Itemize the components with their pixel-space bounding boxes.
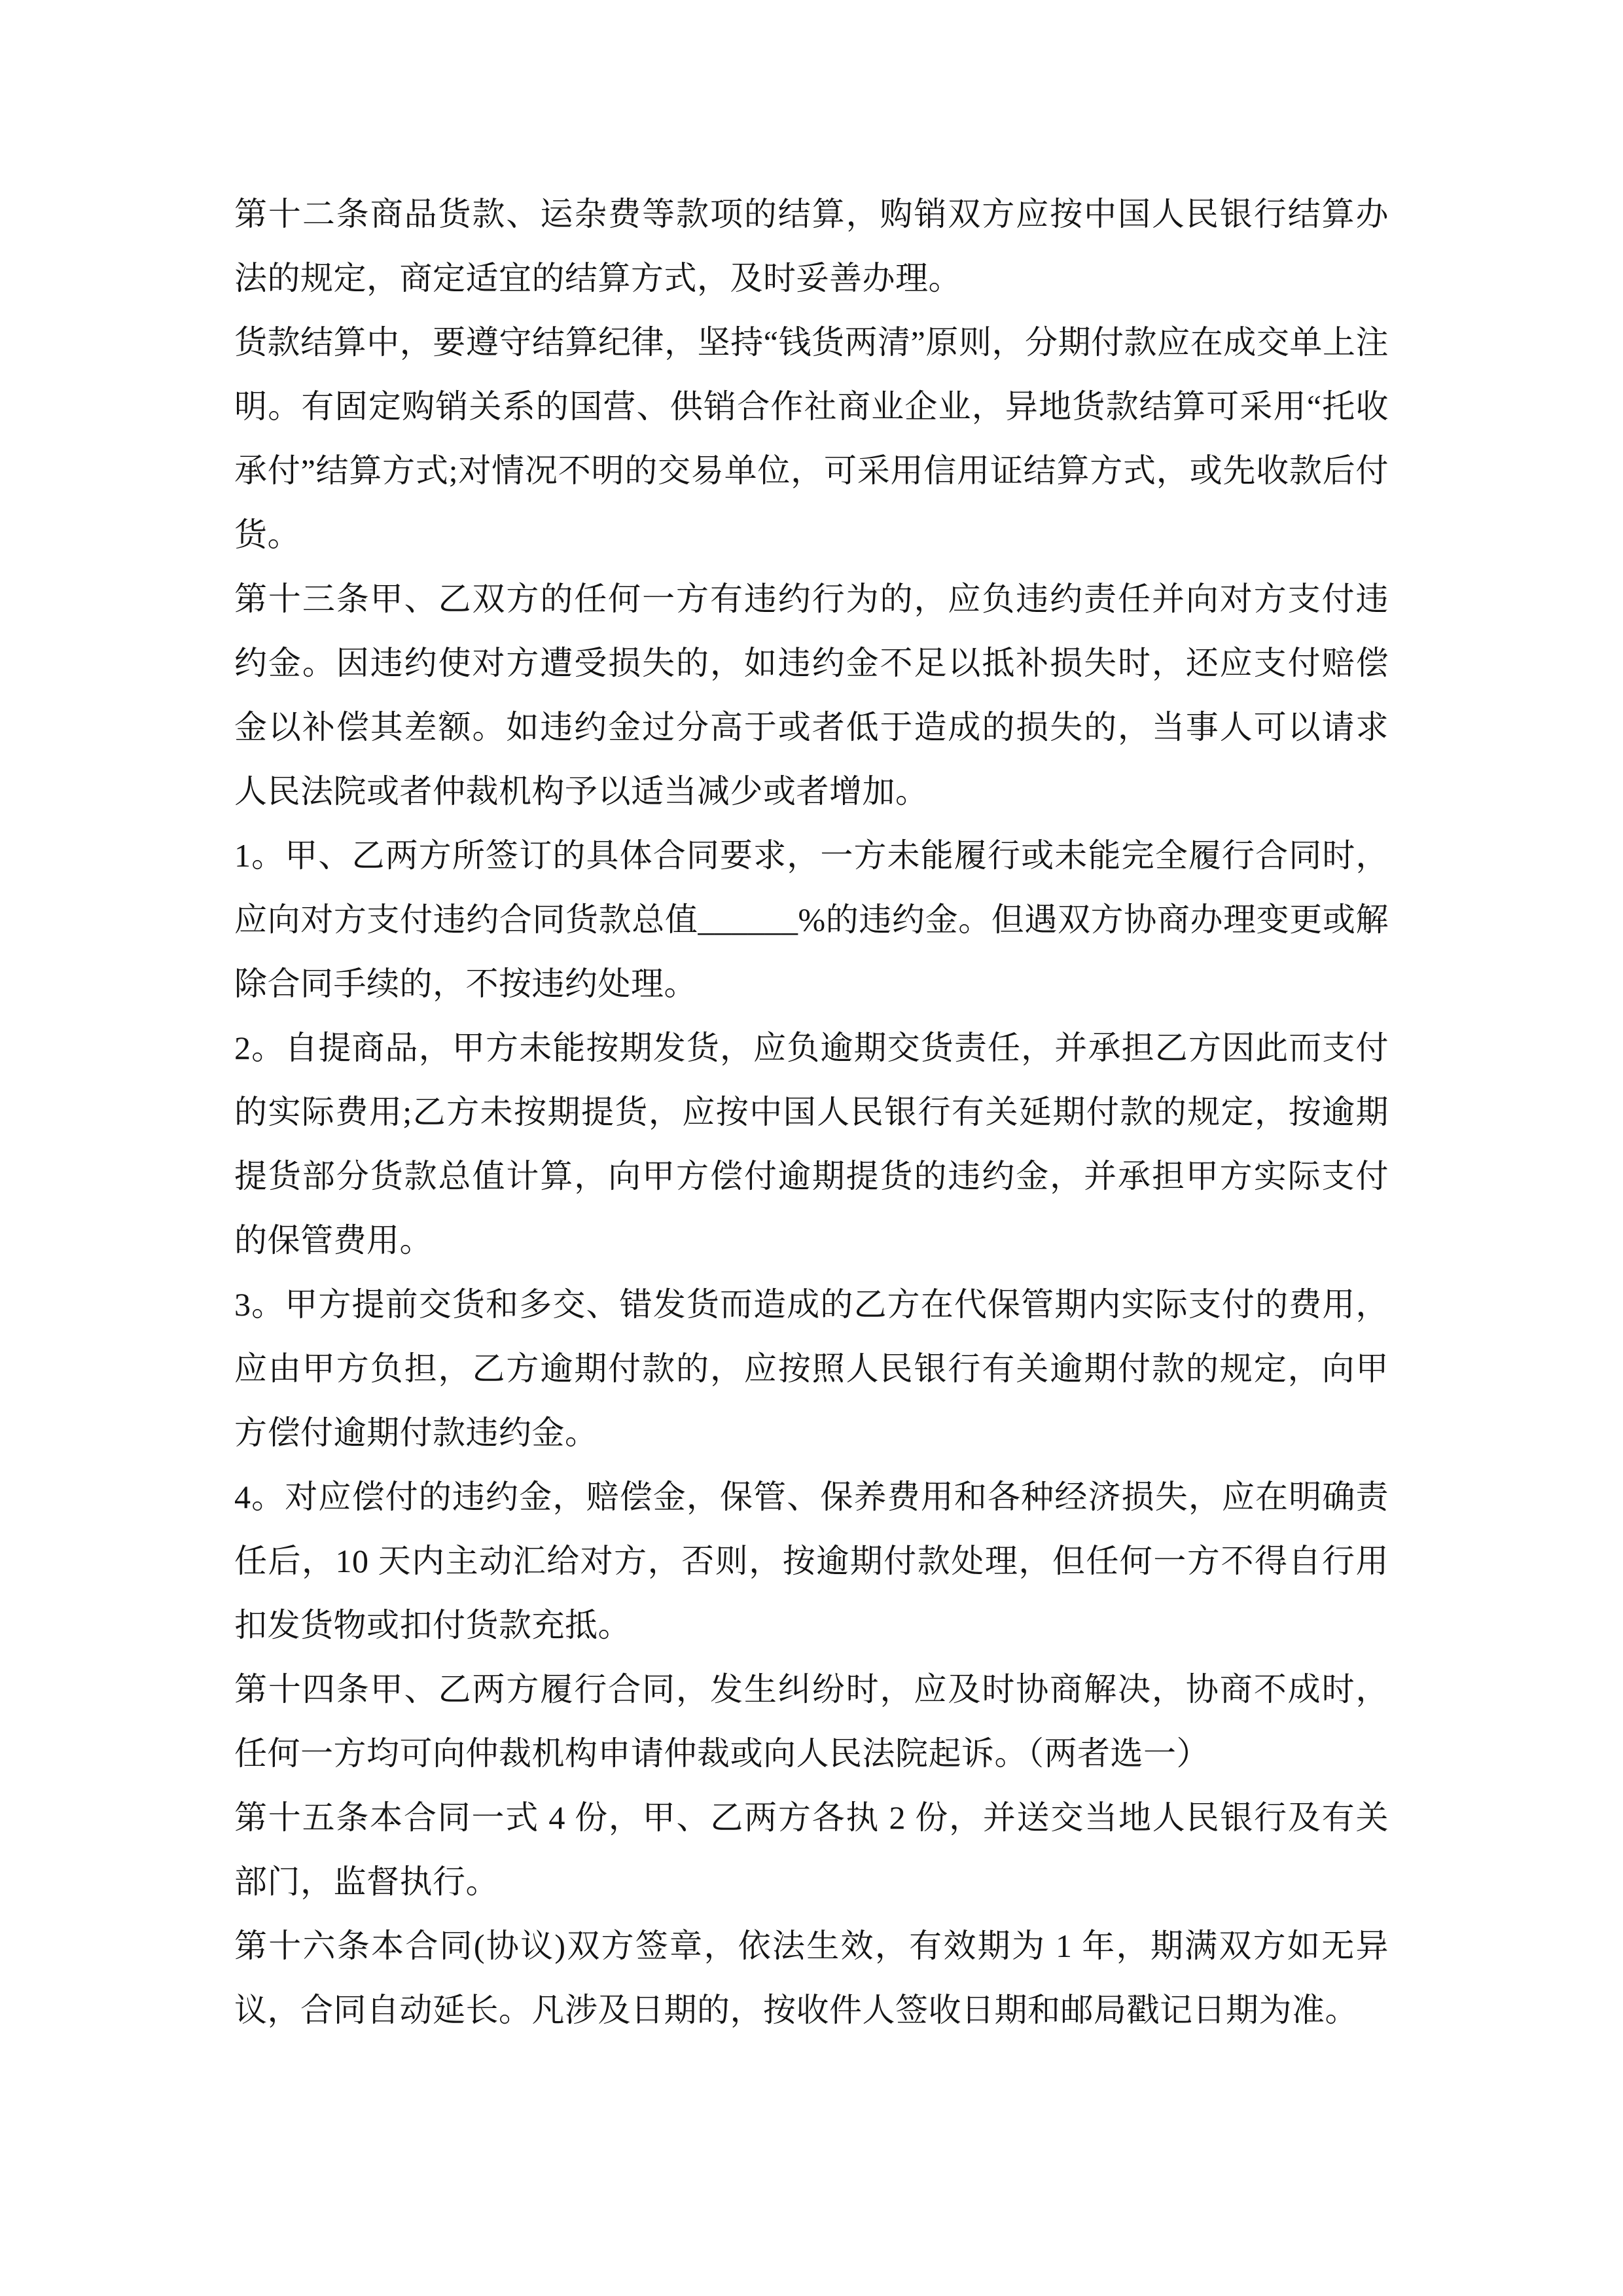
document-body <box>234 182 1389 2042</box>
paragraph-clause-16: 第十六条本合同(协议)双方签章，依法生效，有效期为 1 年，期满双方如无异议，合同自动延长。凡涉及日期的，按收件人签收日期和邮局戳记日期为准。 <box>234 1928 1389 2028</box>
paragraph-clause-13-item-1: 1。甲、乙两方所签订的具体合同要求，一方未能履行或未能完全履行合同时，应向对方支付违约合同货款总值______%的违约金。但遇双方协商办理变更或解除合同手续的，不按违约处理。 <box>234 837 1389 1002</box>
paragraph-clause-14: 第十四条甲、乙两方履行合同，发生纠纷时，应及时协商解决，协商不成时，任何一方均可向仲裁机构申请仲裁或向人民法院起诉。（两者选一） <box>234 1671 1389 1772</box>
paragraph-clause-13-item-3: 3。甲方提前交货和多交、错发货而造成的乙方在代保管期内实际支付的费用，应由甲方负担，乙方逾期付款的，应按照人民银行有关逾期付款的规定，向甲方偿付逾期付款违约金。 <box>234 1286 1389 1451</box>
paragraph-clause-12: 第十二条商品货款、运杂费等款项的结算，购销双方应按中国人民银行结算办法的规定，商定适宜的结算方式，及时妥善办理。 <box>234 196 1389 296</box>
paragraph-clause-13: 第十三条甲、乙双方的任何一方有违约行为的，应负违约责任并向对方支付违约金。因违约使对方遭受损失的，如违约金不足以抵补损失时，还应支付赔偿金以补偿其差额。如违约金过分高于或者低于造成的损失的，当事人可以请求人民法院或者仲裁机构予以适当减少或者增加。 <box>234 581 1389 810</box>
paragraph-clause-12-settlement-note: 货款结算中，要遵守结算纪律，坚持“钱货两清”原则，分期付款应在成交单上注明。有固定购销关系的国营、供销合作社商业企业，异地货款结算可采用“托收承付”结算方式;对情况不明的交易单位，可采用信用证结算方式，或先收款后付货。 <box>234 324 1389 553</box>
paragraph-clause-15: 第十五条本合同一式 4 份，甲、乙两方各执 2 份，并送交当地人民银行及有关部门，监督执行。 <box>234 1799 1389 1900</box>
paragraph-clause-13-item-2: 2。自提商品，甲方未能按期发货，应负逾期交货责任，并承担乙方因此而支付的实际费用;乙方未按期提货，应按中国人民银行有关延期付款的规定，按逾期提货部分货款总值计算，向甲方偿付逾期提货的违约金，并承担甲方实际支付的保管费用。 <box>234 1030 1389 1259</box>
paragraph-clause-13-item-4: 4。对应偿付的违约金，赔偿金，保管、保养费用和各种经济损失，应在明确责任后，10 天内主动汇给对方，否则，按逾期付款处理，但任何一方不得自行用扣发货物或扣付货款充抵。 <box>234 1479 1389 1643</box>
